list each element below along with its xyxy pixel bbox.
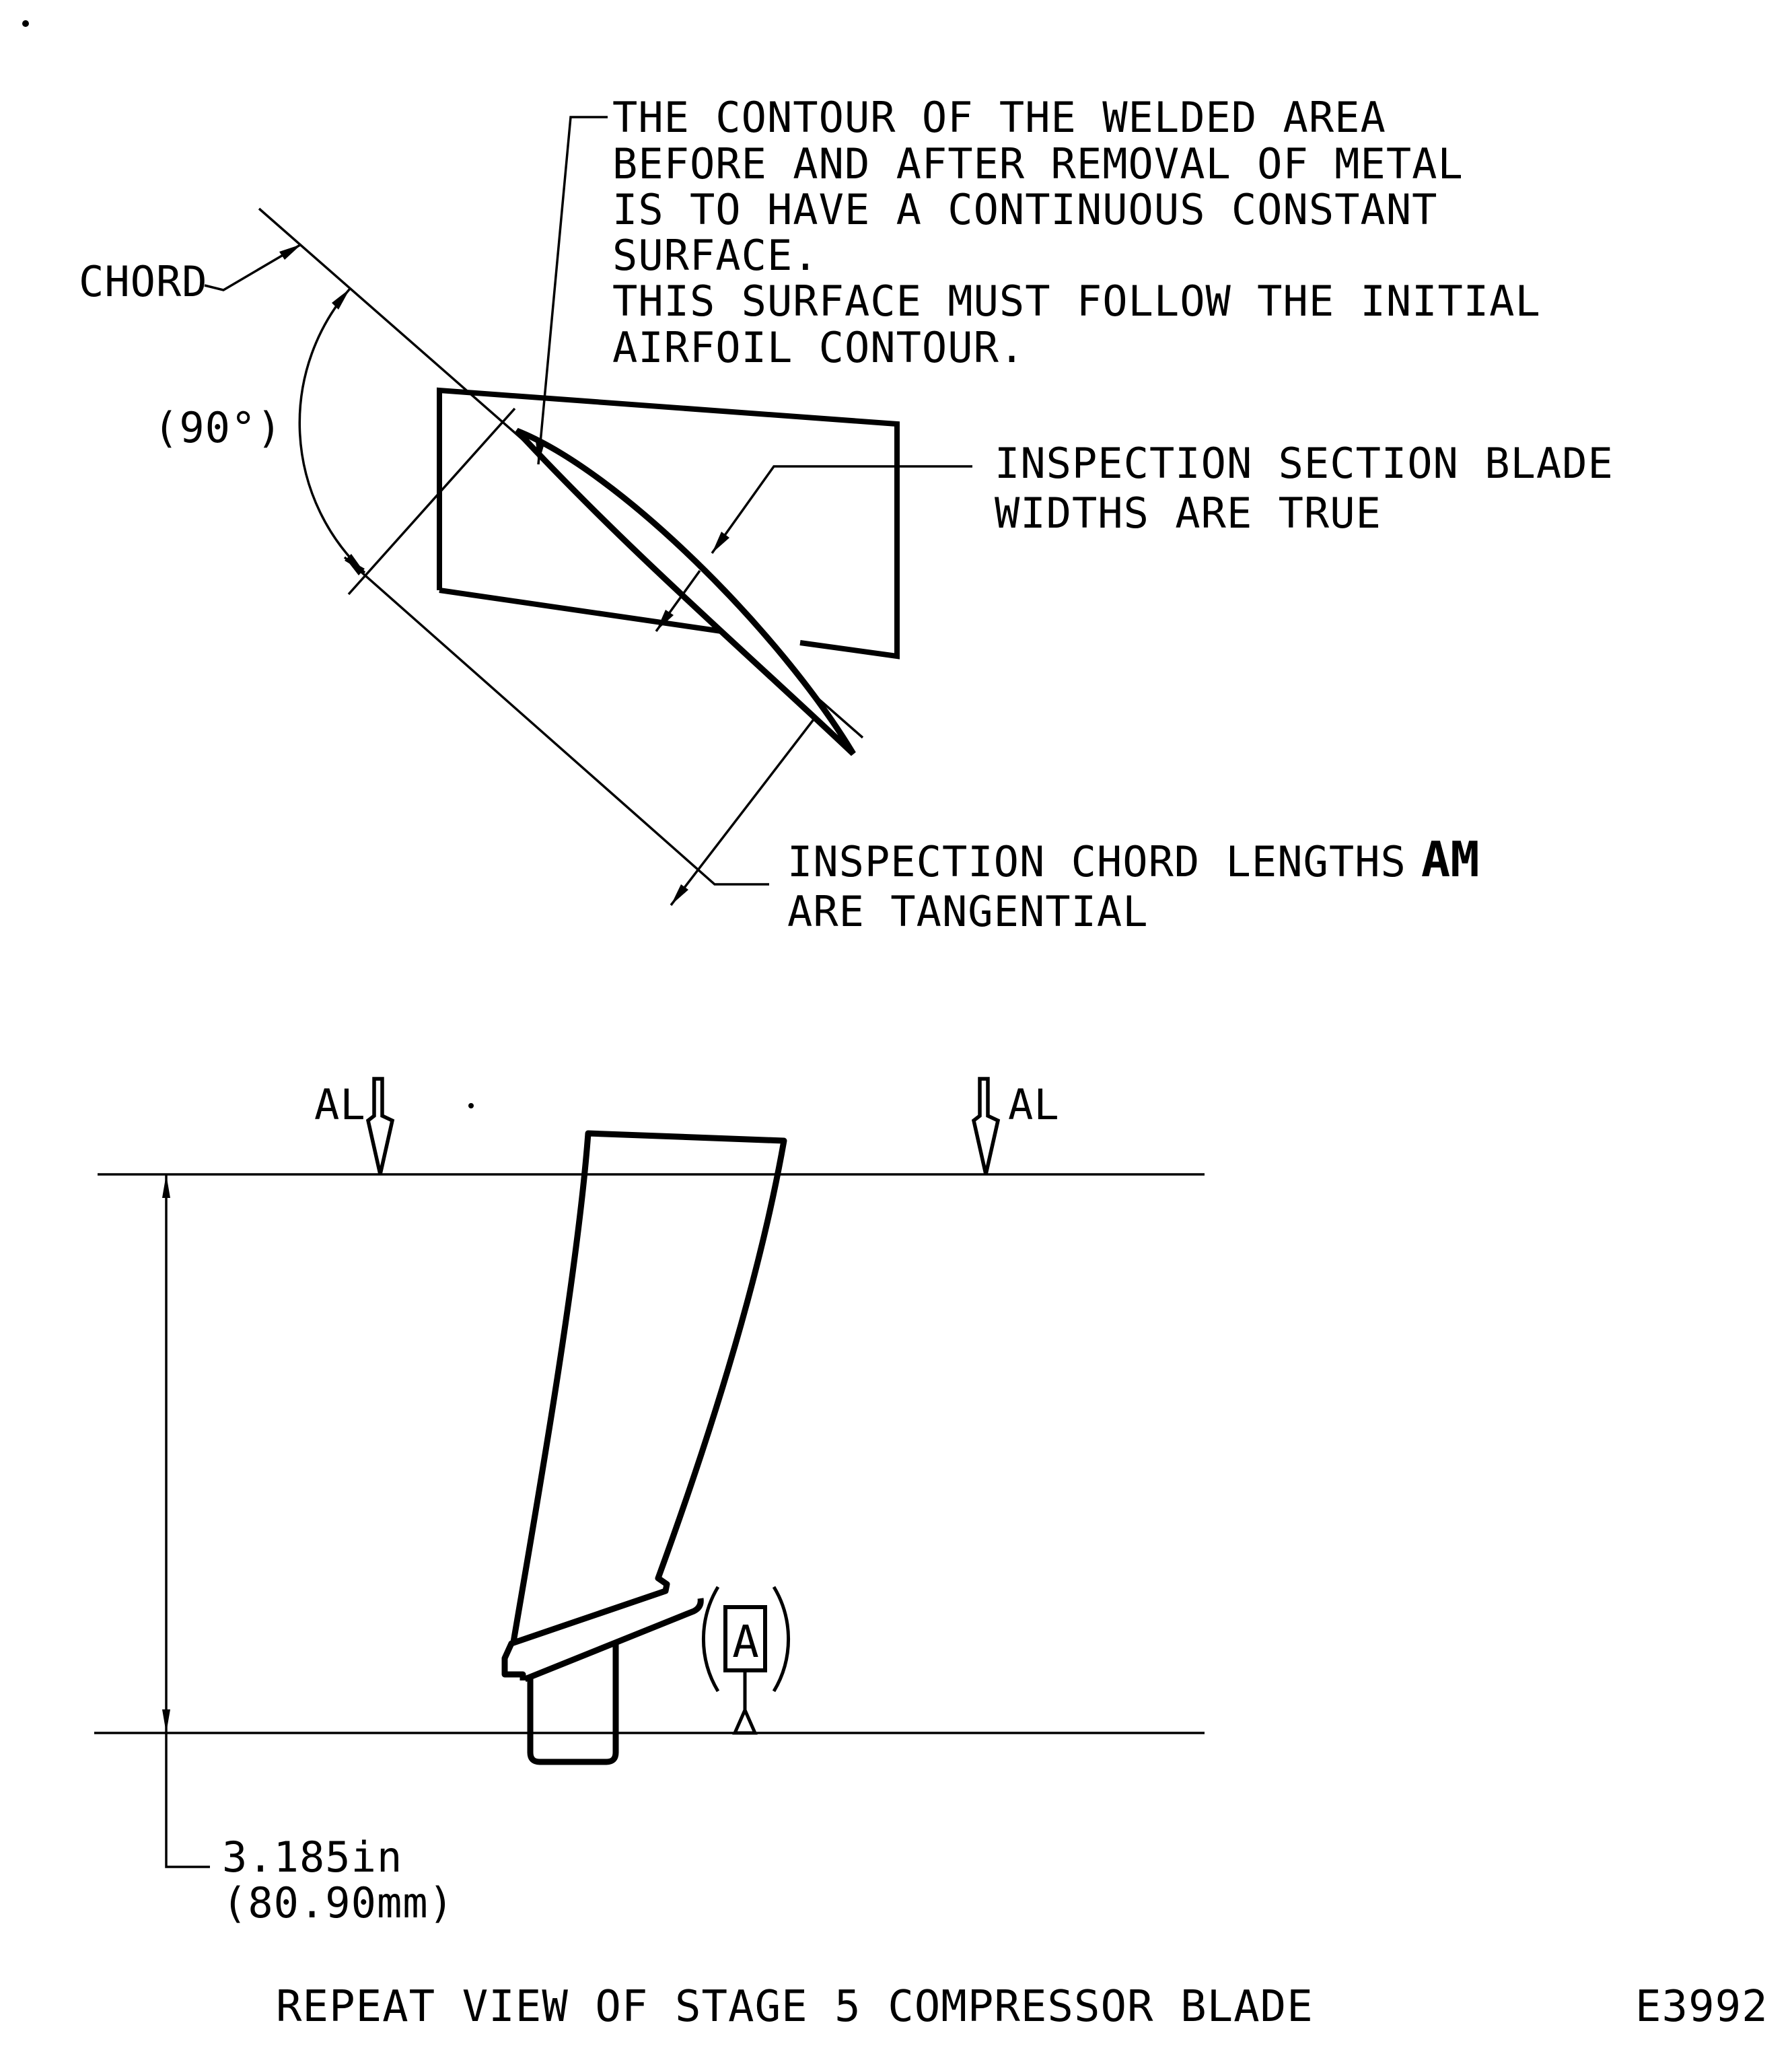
contour-note-line2: BEFORE AND AFTER REMOVAL OF METAL	[612, 139, 1464, 188]
arc-top-arrowhead-icon	[332, 289, 350, 310]
plot-dot-2	[468, 1103, 474, 1108]
angle-arc	[299, 289, 365, 573]
perpendicular-line	[349, 409, 515, 594]
chord-label: CHORD	[79, 257, 208, 306]
datum-paren-right	[774, 1587, 789, 1691]
width-arrowhead-upper-icon	[712, 532, 729, 553]
dim-arrow-up-icon	[162, 1174, 170, 1198]
datum-triangle-icon	[735, 1710, 755, 1733]
datum-paren-left	[703, 1587, 718, 1691]
drawing-number: E3992	[1635, 1982, 1768, 2032]
blade-side-view	[94, 1079, 1205, 1927]
contour-note-line1: THE CONTOUR OF THE WELDED AREA	[612, 93, 1386, 142]
section-note-line1: INSPECTION SECTION BLADE	[995, 439, 1614, 488]
contour-note-line4: SURFACE.	[612, 231, 819, 280]
angle-label: (90°)	[153, 403, 283, 452]
contour-note-line3: IS TO HAVE A CONTINUOUS CONSTANT	[612, 185, 1438, 234]
chord-note-line1	[787, 831, 1480, 888]
contour-note-line5: THIS SURFACE MUST FOLLOW THE INITIAL	[612, 277, 1541, 326]
contour-note-leader	[538, 117, 608, 464]
chord-arrowhead-icon	[279, 244, 301, 260]
section-arrow-right-icon	[974, 1079, 998, 1174]
airfoil-section-view	[79, 93, 1614, 936]
section-marker-left: AL	[314, 1080, 366, 1129]
section-note-line2: WIDTHS ARE TRUE	[995, 489, 1382, 538]
chord-note-am: AM	[1421, 831, 1480, 888]
contour-note-line6: AIRFOIL CONTOUR.	[612, 323, 1026, 372]
dim-arrow-down-icon	[162, 1709, 170, 1733]
figure-caption: REPEAT VIEW OF STAGE 5 COMPRESSOR BLADE	[276, 1982, 1314, 2032]
blade-outline	[505, 1133, 784, 1680]
plot-dot	[22, 20, 29, 27]
chord-note-line2: ARE TANGENTIAL	[787, 887, 1149, 936]
dimension-inches: 3.185in	[222, 1833, 403, 1882]
datum-label: A	[732, 1616, 759, 1668]
section-marker-right: AL	[1008, 1080, 1060, 1129]
chord-note-text: INSPECTION CHORD LENGTHS	[787, 837, 1406, 886]
height-dimension-line	[166, 1174, 210, 1867]
dimension-mm: (80.90mm)	[222, 1878, 454, 1927]
width-note-leader	[712, 466, 972, 553]
section-arrow-left-icon	[368, 1079, 392, 1174]
